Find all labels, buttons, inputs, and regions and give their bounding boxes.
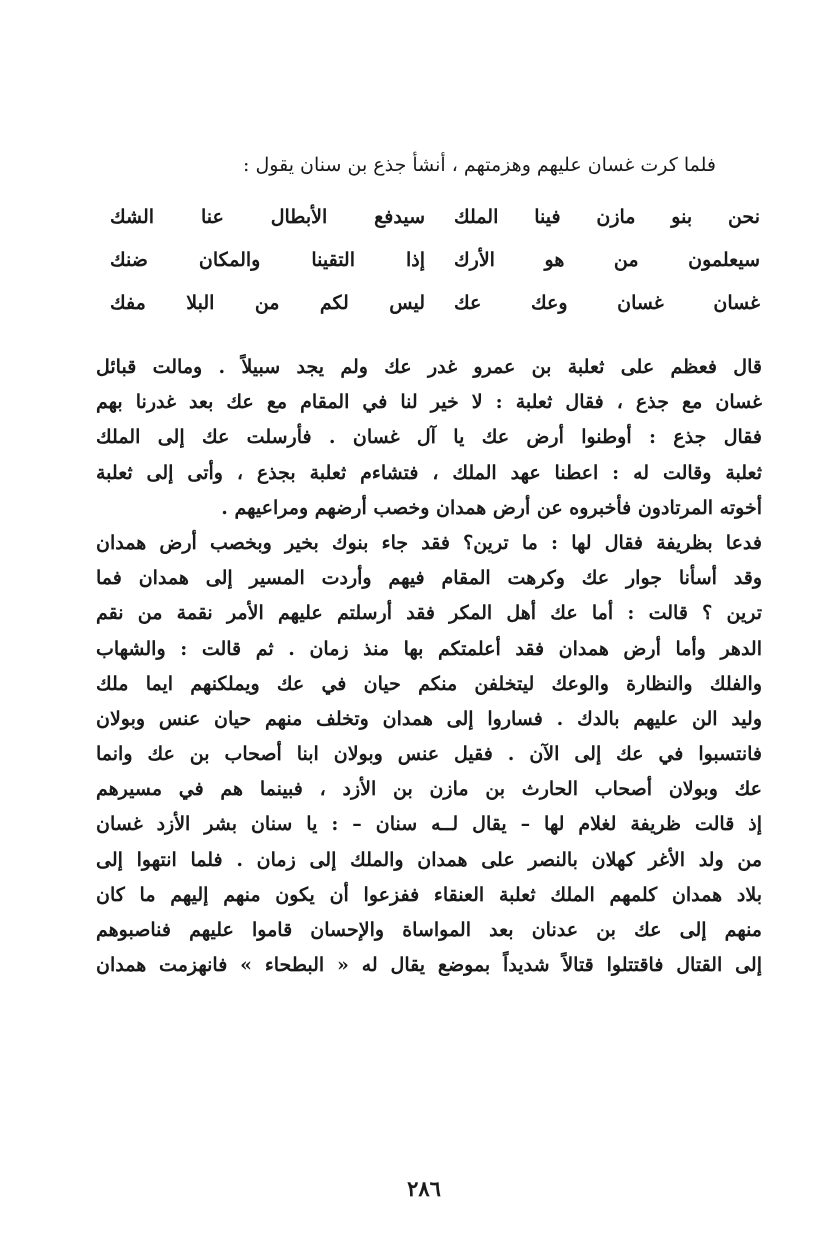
poem-verse (110, 282, 760, 325)
poem-word: البلا (186, 292, 215, 314)
poem-word: الملك (454, 206, 499, 228)
page-number: ٢٨٦ (407, 1176, 441, 1201)
poem-word: هو (544, 249, 565, 271)
prose-line: من ولد الأغر كهلان بالنصر على همدان والملك إلى زمان . فلما انتهوا إلى (96, 848, 762, 871)
poem-word: عنا (200, 206, 224, 228)
verse-second-hemistich (110, 196, 425, 239)
poem (110, 196, 760, 325)
prose-line: أخوته المرتادون فأخبروه عن أرض همدان وخصب أرضهم ومراعيهم . (221, 496, 762, 519)
poem-word: الأرك (454, 249, 495, 271)
poem-word: ضنك (110, 249, 148, 271)
prose-line: ترين ؟ قالت : أما عك أهل المكر فقد أرسلتم عليهم الأمر نقمة من نقم (96, 602, 762, 625)
poem-word: مازن (596, 206, 636, 228)
poem-word: التقينا (311, 249, 355, 271)
prose-line: إلى القتال فاقتتلوا قتالاً شديداً بموضع يقال له « البطحاء » فانهزمت همدان (96, 954, 762, 977)
prose-line: فدعا بظريفة فقال لها : ما ترين؟ فقد جاء بنوك بخير وبخصب أرض همدان (96, 531, 762, 554)
prose-line: وليد الن عليهم بالدك . فساروا إلى همدان وتخلف منهم حيان عنس وبولان (96, 707, 762, 730)
poem-word: غسان (617, 292, 664, 314)
poem-word: فينا (534, 206, 561, 228)
prose-body (96, 350, 762, 983)
poem-word: نحن (727, 206, 760, 228)
verse-first-hemistich (454, 196, 760, 239)
prose-line: وقد أسأنا جوار عك وكرهت المقام فيهم وأردت المسير إلى همدان فما (96, 567, 762, 590)
poem-word: والمكان (198, 249, 261, 271)
verse-first-hemistich (454, 239, 760, 282)
prose-line: فانتسبوا في عك إلى الآن . فقيل عنس وبولان ابنا أصحاب بن عك وانما (96, 743, 762, 766)
poem-verse (110, 239, 760, 282)
poem-word: إذا (405, 249, 425, 271)
poem-word: ليس (389, 292, 425, 314)
poem-word: الشك (110, 206, 155, 228)
intro-line: فلما كرت غسان عليهم وهزمتهم ، أنشأ جذع بن سنان يقول : (243, 154, 716, 176)
verse-second-hemistich (110, 282, 425, 325)
poem-word: من (613, 249, 639, 271)
prose-line: فقال جذع : أوطنوا أرض عك يا آل غسان . فأرسلت عك إلى الملك (96, 426, 762, 449)
poem-word: الأبطال (270, 206, 328, 228)
poem-word: بنو (671, 206, 693, 228)
prose-line: إذ قالت ظريفة لغلام لها – يقال لــه سنان – : يا سنان بشر الأزد غسان (96, 813, 762, 836)
poem-word: سيعلمون (688, 249, 760, 271)
poem-word: سيدفع (374, 206, 425, 228)
poem-word: عك (454, 292, 482, 314)
prose-line: قال فعظم على ثعلبة بن عمرو غدر عك ولم يجد سبيلاً . ومالت قبائل (96, 356, 762, 378)
poem-verse (110, 196, 760, 239)
poem-word: مفك (110, 292, 146, 314)
prose-line: غسان مع جذع ، فقال ثعلبة : لا خير لنا في المقام مع عك بعد غدرنا بهم (96, 391, 762, 414)
poem-word: من (254, 292, 280, 314)
poem-word: غسان (713, 292, 760, 314)
prose-line: الدهر وأما أرض همدان فقد أعلمتكم بها منذ زمان . ثم قالت : والشهاب (96, 637, 762, 660)
verse-first-hemistich (454, 282, 760, 325)
prose-line: منهم إلى عك بن عدنان بعد المواساة والإحسان قاموا عليهم فناصبوهم (96, 919, 762, 941)
poem-word: لكم (319, 292, 349, 314)
verse-second-hemistich (110, 239, 425, 282)
poem-word: وعك (530, 292, 568, 314)
prose-line: ثعلبة وقالت له : اعطنا عهد الملك ، فتشاءم ثعلبة بجذع ، وأتى إلى ثعلبة (96, 461, 762, 484)
prose-line: والفلك والنظارة والوعك ليتخلفن منكم حيان في عك ويملكنهم ايما ملك (96, 672, 762, 695)
prose-line: بلاد همدان كلمهم الملك ثعلبة العنقاء ففزعوا أن يكون منهم إليهم ما كان (96, 883, 762, 906)
prose-line: عك وبولان أصحاب الحارث بن مازن بن الأزد ، فبينما هم في مسيرهم (96, 778, 762, 801)
